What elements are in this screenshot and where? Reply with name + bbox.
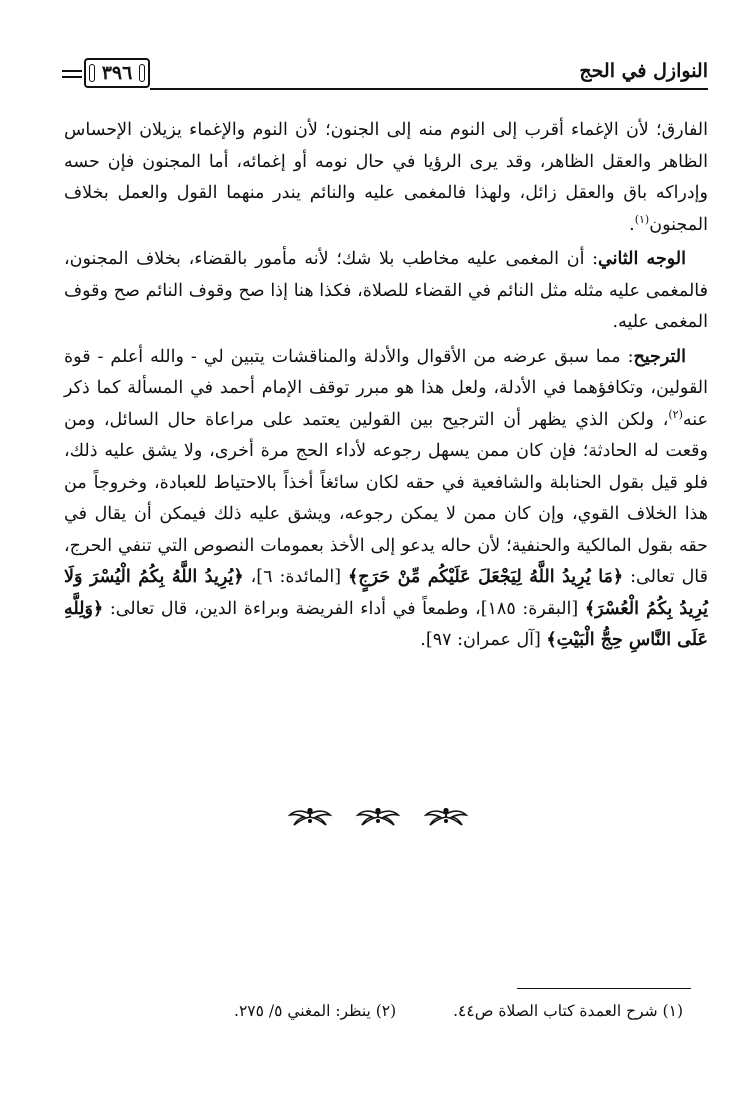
paragraph-text: ، ولكن الذي يظهر أن الترجيح بين القولين يعتمد على مراعاة حال السائل، ومن وقعت له الحادثة؛ فإن كان ممن يسهل رجوعه لأداء الحج مرة أخرى، ولا يشق عليه ذلك، فلو قيل بقول الحنابلة والشافعية في حقه لكان سائغاً أخذاً بالاحتياط للعبادة، وخروجاً من هذا الخلاف القوي، وإن كان ممن لا يمكن رجوعه، ويشق عليه ذلك فيمكن أن يقال في حقه بقول المالكية والحنفية؛ لأن حاله يدعو إلى الأخذ بعمومات النصوص التي تنفي الحرج، قال تعالى:: [64, 409, 709, 587]
page-number-badge: [84, 58, 150, 88]
header-dash: [62, 70, 82, 72]
body-text: [64, 115, 708, 660]
footnote-rule: [517, 988, 691, 989]
verse-reference: [المائدة: ٦]،: [243, 567, 349, 587]
header-title: النوازل في الحج: [579, 60, 708, 82]
footnotes: [63, 998, 683, 1024]
floral-ornament-icon: [287, 804, 333, 828]
footnote-2: (٢) ينظر: المغني ٥/ ٢٧٥.: [234, 1002, 397, 1020]
quran-verse: ﴿وَلِلَّهِ عَلَى النَّاسِ حِجُّ الْبَيْتِ﴾: [64, 598, 708, 650]
quran-verse: ﴿يُرِيدُ اللَّهُ بِكُمُ الْيُسْرَ وَلَا يُرِيدُ بِكُمُ الْعُسْرَ﴾: [64, 567, 708, 619]
header-rule: [150, 88, 708, 90]
paragraph-2: [64, 244, 708, 339]
paragraph-text: : مما سبق عرضه من الأقوال والأدلة والمناقشات يتبين لي - والله أعلم - قوة القولين، وتكافؤهما في الأدلة، ولعل هذا هو مبرر توقف الإمام أحمد في المسألة كما ذكر عنه: [64, 346, 708, 430]
section-divider: [0, 804, 755, 828]
paragraph-text: : أن المغمى عليه مخاطب بلا شك؛ لأنه مأمور بالقضاء، بخلاف المجنون، فالمغمى عليه مثله مثل النائم في القضاء للصلاة، فكذا هنا إذا صح وقوف النائم صح وقوف المغمى عليه.: [64, 249, 708, 332]
footnote-ref-2: (٢): [668, 407, 683, 421]
verse-reference: [البقرة: ١٨٥]، وطمعاً في أداء الفريضة وبراءة الدين، قال تعالى:: [103, 598, 585, 619]
paragraph-1: [64, 115, 708, 241]
page-number: ٣٩٦: [101, 62, 133, 84]
verse-reference: [آل عمران: ٩٧].: [420, 630, 547, 650]
footnote-ref-1: (١): [634, 212, 650, 226]
quran-verse: ﴿مَا يُرِيدُ اللَّهُ لِيَجْعَلَ عَلَيْكُم مِّنْ حَرَجٍ﴾: [348, 567, 624, 587]
section-lead-tarjih: الترجيح: [633, 346, 686, 367]
section-lead-second-aspect: الوجه الثاني: [598, 249, 686, 269]
paragraph-tail: .: [629, 214, 635, 235]
paragraph-text: الفارق؛ لأن الإغماء أقرب إلى النوم منه إلى الجنون؛ لأن النوم والإغماء يزيلان الإحساس الظاهر والعقل الظاهر، وقد يرى الرؤيا في حال نومه أو إغمائه، أما المجنون فإن حسه وإدراكه باق والعقل زائل، ولهذا فالمغمى عليه والنائم يندر منهما القول والعمل بخلاف المجنون: [64, 120, 708, 235]
floral-ornament-icon: [355, 804, 401, 828]
running-header: [62, 58, 708, 92]
footnote-1: (١) شرح العمدة كتاب الصلاة ص٤٤.: [453, 1002, 683, 1020]
header-dash: [62, 76, 82, 78]
paragraph-3: [64, 342, 708, 657]
floral-ornament-icon: [423, 804, 469, 828]
